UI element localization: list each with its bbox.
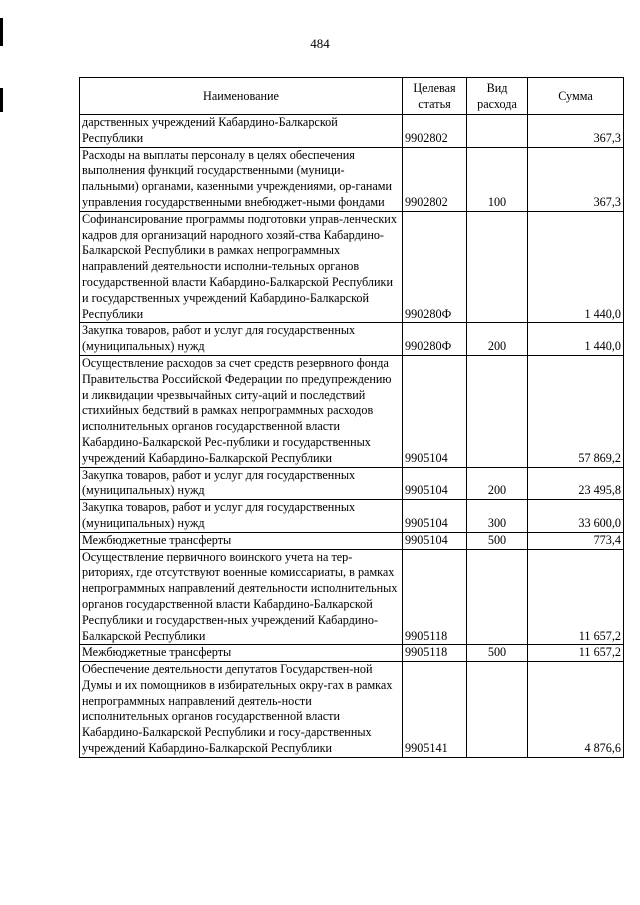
row-sum: 367,3 — [528, 115, 624, 148]
row-sum: 33 600,0 — [528, 500, 624, 533]
header-name: Наименование — [80, 78, 403, 115]
row-name: Осуществление расходов за счет средств резервного фонда Правительства Российской Федерации по предупреждению и ликвидации чрезвычайных ситу-аций и последствий стихийных бедствий в рамках непрограммных расходов исполнительных органов государственной власти Кабардино-Балкарской Рес-публики и государственных учреждений Кабардино-Балкарской Республики — [80, 355, 403, 467]
row-sum: 1 440,0 — [528, 211, 624, 323]
row-kind — [467, 662, 528, 758]
row-code: 9902802 — [403, 147, 467, 211]
row-name: Закупка товаров, работ и услуг для государственных (муниципальных) нужд — [80, 467, 403, 500]
row-name: Закупка товаров, работ и услуг для государственных (муниципальных) нужд — [80, 500, 403, 533]
header-code: Целевая статья — [403, 78, 467, 115]
row-code: 9905141 — [403, 662, 467, 758]
row-kind — [467, 115, 528, 148]
row-name: Обеспечение деятельности депутатов Государствен-ной Думы и их помощников в избирательных окру-гах в рамках непрограммных направлений деятель-ности исполнительных органов государственной власти Кабардино-Балкарской Республики и госу-дарственных учреждений Кабардино-Балкарской Республики — [80, 662, 403, 758]
page-number: 484 — [310, 36, 330, 51]
header-sum: Сумма — [528, 78, 624, 115]
row-code: 9905104 — [403, 500, 467, 533]
table-row — [80, 532, 624, 549]
row-sum: 57 869,2 — [528, 355, 624, 467]
row-sum: 11 657,2 — [528, 645, 624, 662]
row-code: 9905104 — [403, 355, 467, 467]
row-kind — [467, 211, 528, 323]
row-name: Межбюджетные трансферты — [80, 645, 403, 662]
row-kind — [467, 355, 528, 467]
row-code: 9902802 — [403, 115, 467, 148]
table-row — [80, 211, 624, 323]
row-name: Закупка товаров, работ и услуг для государственных (муниципальных) нужд — [80, 323, 403, 356]
row-sum: 11 657,2 — [528, 549, 624, 645]
row-name: Расходы на выплаты персоналу в целях обеспечения выполнения функций государственными (муници-пальными) органами, казенными учреждениями, ор-ганами управления государственными внебюджет-ными фондами — [80, 147, 403, 211]
row-code: 9905104 — [403, 532, 467, 549]
table-row — [80, 500, 624, 533]
row-name: дарственных учреждений Кабардино-Балкарской Республики — [80, 115, 403, 148]
scan-edge-mark-bottom — [0, 88, 3, 112]
row-sum: 23 495,8 — [528, 467, 624, 500]
row-kind: 300 — [467, 500, 528, 533]
row-name: Межбюджетные трансферты — [80, 532, 403, 549]
row-kind — [467, 549, 528, 645]
table-row — [80, 549, 624, 645]
row-kind: 200 — [467, 323, 528, 356]
row-kind: 500 — [467, 645, 528, 662]
table-row — [80, 323, 624, 356]
table-row — [80, 645, 624, 662]
row-sum: 4 876,6 — [528, 662, 624, 758]
table-row — [80, 147, 624, 211]
table-row — [80, 115, 624, 148]
row-sum: 1 440,0 — [528, 323, 624, 356]
row-code: 9905104 — [403, 467, 467, 500]
row-sum: 367,3 — [528, 147, 624, 211]
row-kind: 100 — [467, 147, 528, 211]
row-name: Осуществление первичного воинского учета на тер-риториях, где отсутствуют военные комиссариаты, в рамках непрограммных направлений деятельности исполнительных органов государственной власти Кабардино-Балкарской Республики и государствен-ных учреждений Кабардино-Балкарской Республики — [80, 549, 403, 645]
table-row — [80, 355, 624, 467]
header-kind: Вид расхода — [467, 78, 528, 115]
row-code: 9905118 — [403, 549, 467, 645]
table-row — [80, 467, 624, 500]
row-kind: 200 — [467, 467, 528, 500]
row-kind: 500 — [467, 532, 528, 549]
row-code: 9905118 — [403, 645, 467, 662]
table-row — [80, 662, 624, 758]
row-code: 990280Ф — [403, 211, 467, 323]
table-header-row — [80, 78, 624, 115]
row-code: 990280Ф — [403, 323, 467, 356]
budget-table — [79, 77, 624, 758]
row-sum: 773,4 — [528, 532, 624, 549]
row-name: Софинансирование программы подготовки управ-ленческих кадров для организаций народного хозяй-ства Кабардино-Балкарской Республики в рамках непрограммных направлений деятельности исполни-тельных органов государственной власти Кабардино-Балкарской Республики и государственных учреждений Кабардино-Балкарской Республики — [80, 211, 403, 323]
